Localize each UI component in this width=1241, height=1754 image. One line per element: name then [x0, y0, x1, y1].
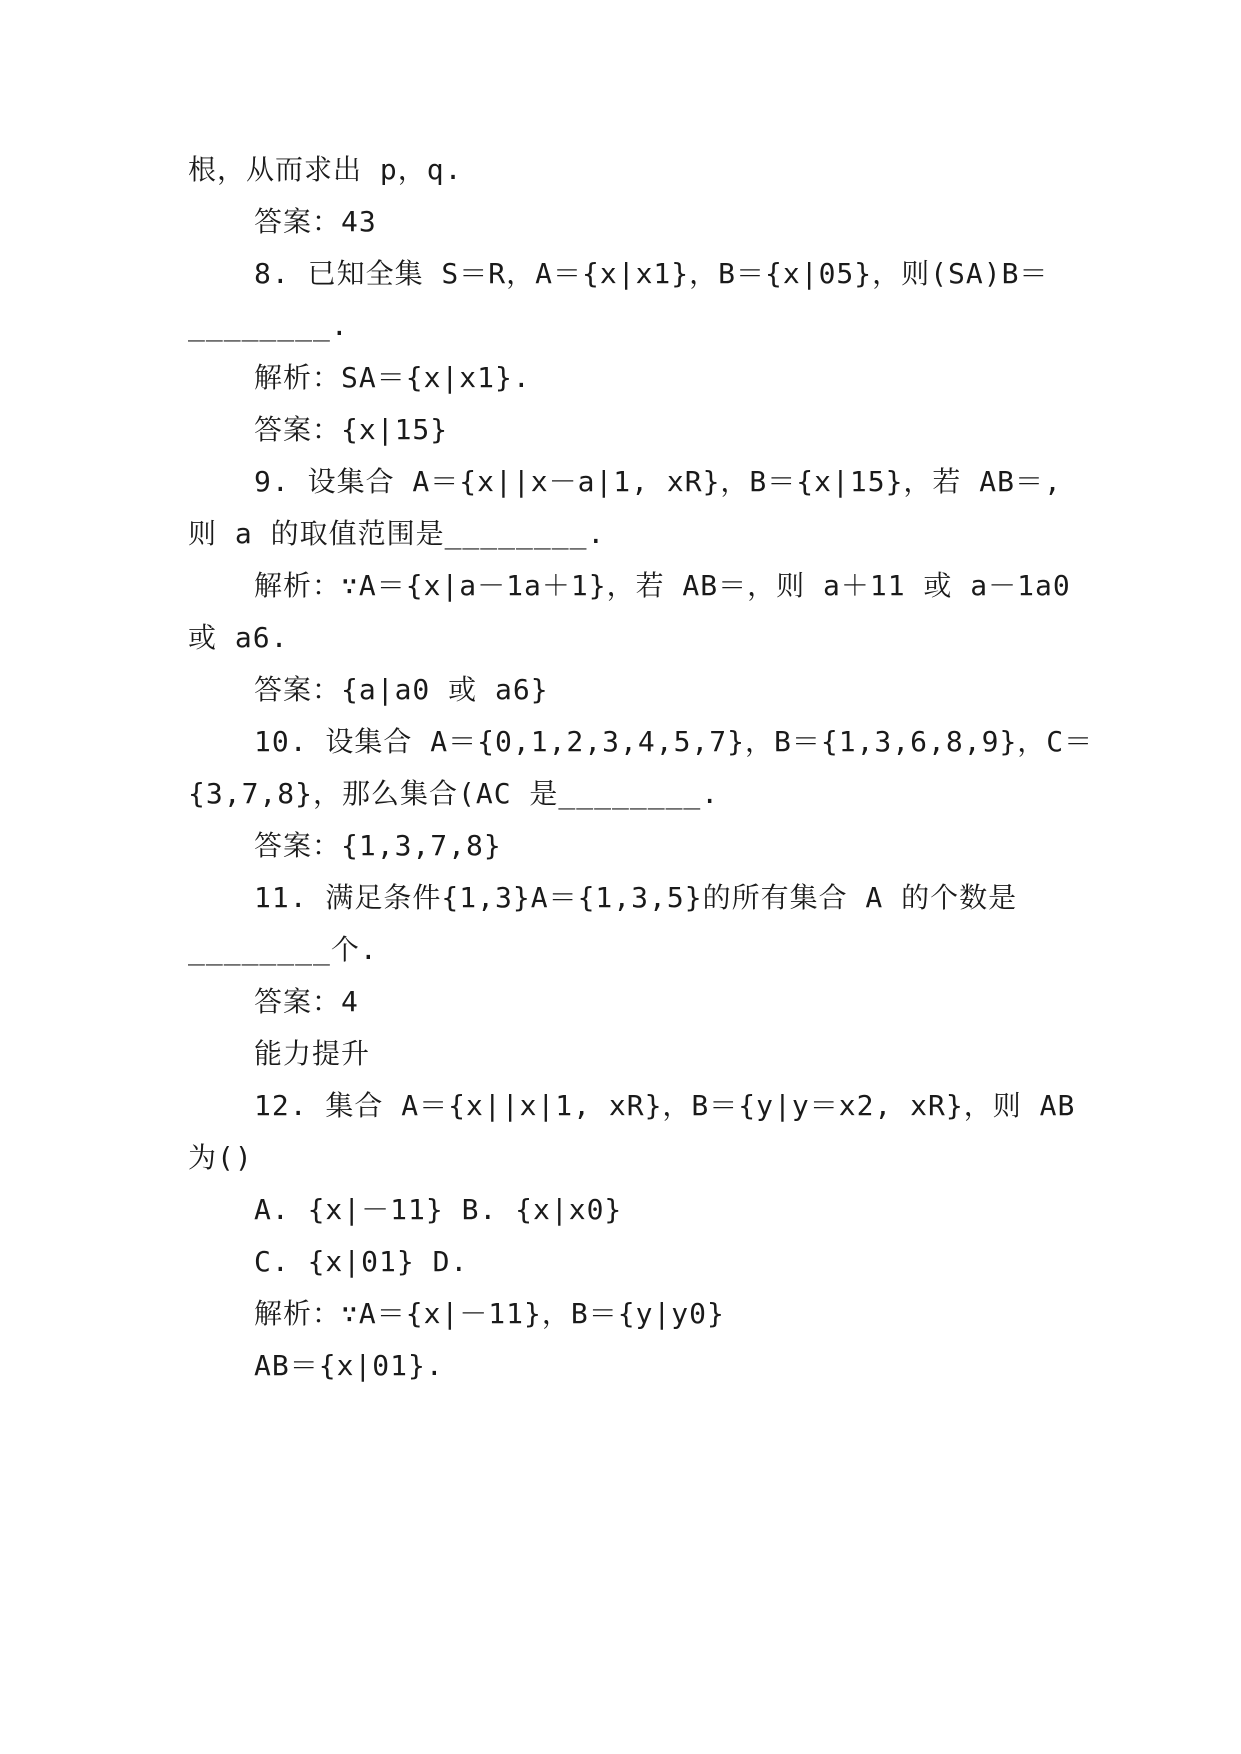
text-line: 根，从而求出 p，q. — [188, 153, 463, 186]
text-line: 为() — [188, 1141, 253, 1174]
text-line: 12. 集合 A＝{x||x|1, xR}，B＝{y|y＝x2, xR}，则 AB — [254, 1089, 1076, 1122]
text-line: 10. 设集合 A＝{0,1,2,3,4,5,7}，B＝{1,3,6,8,9}，C＝ — [254, 725, 1094, 758]
text-line: 9. 设集合 A＝{x||x－a|1, xR}，B＝{x|15}，若 AB＝, — [254, 465, 1062, 498]
text-line: 答案：{1,3,7,8} — [254, 829, 502, 862]
text-line: ________个. — [188, 933, 378, 966]
text-line: A. {x|－11} B. {x|x0} — [254, 1193, 623, 1226]
text-line: C. {x|01} D. — [254, 1245, 469, 1278]
text-line: 则 a 的取值范围是________. — [188, 517, 606, 550]
text-line: 或 a6. — [188, 621, 289, 654]
text-line: 解析：SA＝{x|x1}. — [254, 361, 531, 394]
text-line: 答案：{a|a0 或 a6} — [254, 673, 549, 706]
text-line: ________. — [188, 309, 349, 342]
text-line: 8. 已知全集 S＝R，A＝{x|x1}，B＝{x|05}，则(SA)B＝ — [254, 257, 1049, 290]
text-line: 答案：43 — [254, 205, 377, 238]
section-heading: 能力提升 — [254, 1037, 371, 1070]
text-line: 解析：∵A＝{x|a－1a＋1}，若 AB＝，则 a＋11 或 a－1a0 — [254, 569, 1071, 602]
text-line: {3,7,8}，那么集合(AC 是________. — [188, 777, 720, 810]
text-line: AB＝{x|01}. — [254, 1349, 444, 1382]
text-line: 11. 满足条件{1,3}A＝{1,3,5}的所有集合 A 的个数是 — [254, 881, 1018, 914]
text-line: 答案：{x|15} — [254, 413, 449, 446]
text-line: 答案：4 — [254, 985, 359, 1018]
text-line: 解析：∵A＝{x|－11}，B＝{y|y0} — [254, 1297, 725, 1330]
